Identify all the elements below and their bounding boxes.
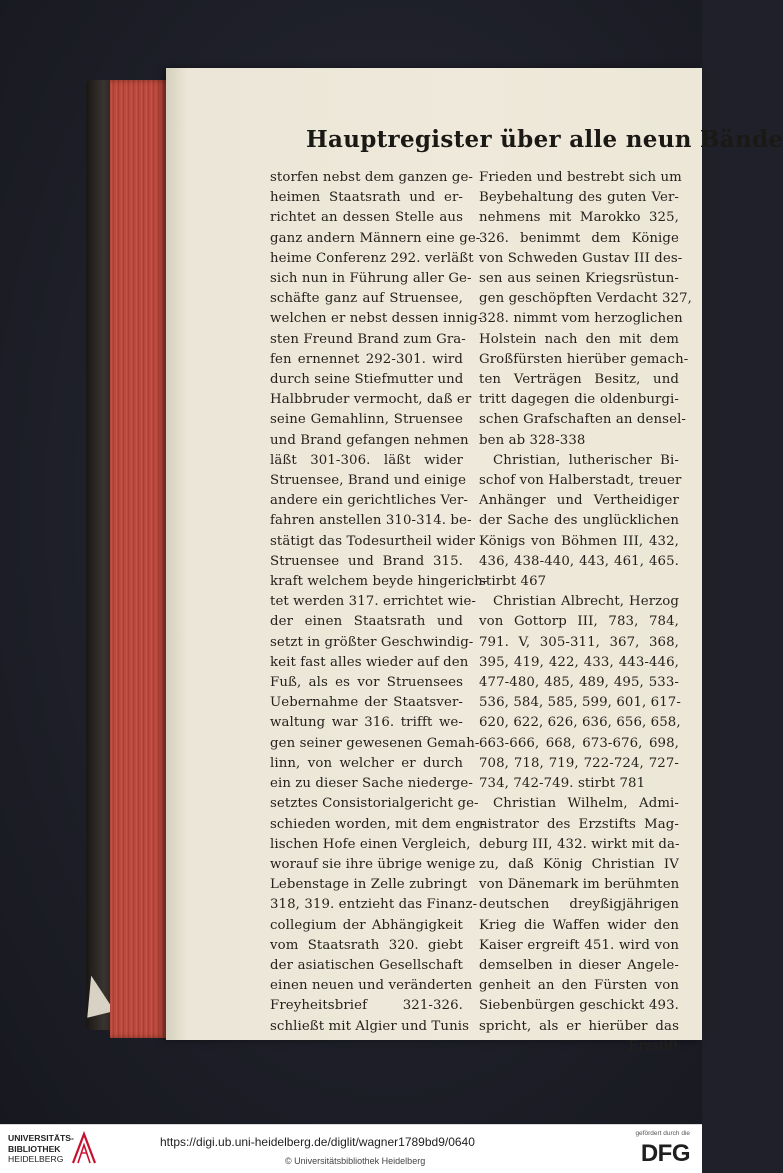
text-line: welchen er nebst dessen innig- bbox=[270, 311, 483, 327]
text-line: 663-666, 668, 673-676, 698, bbox=[479, 735, 679, 751]
text-line: Christian Wilhelm, Admi- bbox=[493, 796, 679, 812]
text-line: 328. nimmt vom herzoglichen bbox=[479, 311, 683, 327]
text-line: einen neuen und veränderten bbox=[270, 978, 473, 994]
text-line: worauf sie ihre übrige wenige bbox=[270, 856, 476, 872]
text-line: nistrator des Erzstifts Mag- bbox=[479, 816, 679, 832]
text-line: waltung war 316. trifft we- bbox=[270, 715, 463, 731]
text-line: vom Staatsrath 320. giebt bbox=[270, 937, 463, 953]
library-name-line2: BIBLIOTHEK bbox=[8, 1143, 61, 1154]
text-line: keit fast alles wieder auf den bbox=[270, 654, 469, 670]
text-line: 326. benimmt dem Könige bbox=[479, 230, 679, 246]
text-line: setztes Consistorialgericht ge- bbox=[270, 796, 479, 812]
text-line: läßt 301-306. läßt wider bbox=[270, 452, 463, 468]
text-line: Freyheitsbrief 321-326. bbox=[270, 998, 463, 1014]
text-line: Uebernahme der Staatsver- bbox=[270, 695, 463, 711]
text-line: 620, 622, 626, 636, 656, 658, bbox=[479, 715, 681, 731]
copyright-notice: © Universitätsbibliothek Heidelberg bbox=[285, 1156, 426, 1166]
text-line: seine Gemahlinn, Struensee bbox=[270, 412, 463, 428]
text-line: Holstein nach den mit dem bbox=[479, 331, 679, 347]
text-line: stätigt das Todesurtheil wider bbox=[270, 533, 476, 549]
text-line: 477-480, 485, 489, 495, 533- bbox=[479, 675, 679, 691]
text-line: der asiatischen Gesellschaft bbox=[270, 957, 463, 973]
text-line: Lebenstage in Zelle zubringt bbox=[270, 877, 468, 893]
text-line: deburg III, 432. wirkt mit da- bbox=[479, 836, 680, 852]
text-line: Frieden und bestrebt sich um bbox=[479, 170, 682, 185]
text-line: durch seine Stiefmutter und bbox=[270, 372, 464, 388]
text-line: fen ernennet 292-301. wird bbox=[270, 351, 463, 367]
text-line: sich nun in Führung aller Ge- bbox=[270, 271, 472, 287]
text-line: storfen nebst dem ganzen ge- bbox=[270, 170, 474, 185]
text-line: genheit an den Fürsten von bbox=[479, 978, 679, 994]
text-line: Kaiser ergreift 451. wird von bbox=[479, 937, 679, 953]
text-line: Christian, lutherischer Bi- bbox=[493, 452, 679, 468]
text-line: schieden worden, mit dem eng- bbox=[270, 816, 486, 832]
text-line: schof von Halberstadt, treuer bbox=[479, 473, 682, 489]
text-line: tritt dagegen die oldenburgi- bbox=[479, 392, 679, 408]
text-line: Struensee, Brand und einige bbox=[270, 473, 467, 489]
text-line: schäfte ganz auf Struensee, bbox=[270, 291, 463, 307]
text-line: Halbbruder vermocht, daß er bbox=[270, 392, 472, 408]
text-line: ben ab 328-338 bbox=[479, 432, 586, 448]
text-line: 318, 319. entzieht das Finanz- bbox=[270, 897, 478, 913]
text-line: Krieg die Waffen wider den bbox=[479, 917, 679, 933]
text-line: Christian Albrecht, Herzog bbox=[493, 594, 679, 610]
permalink-url[interactable]: https://digi.ub.uni-heidelberg.de/diglit/wagner1789bd9/0640 bbox=[160, 1135, 475, 1149]
text-line: fahren anstellen 310-314. be- bbox=[270, 513, 472, 529]
dfg-logo[interactable]: DFG bbox=[640, 1140, 690, 1167]
text-line: stirbt 467 bbox=[479, 574, 547, 590]
text-line: Fuß, als es vor Struensees bbox=[270, 675, 463, 691]
text-line: heimen Staatsrath und er- bbox=[270, 190, 463, 206]
text-line: Siebenbürgen geschickt 493. bbox=[479, 998, 679, 1014]
right-text-column bbox=[479, 168, 692, 1057]
library-mark-icon bbox=[70, 1131, 98, 1165]
text-line: Struensee und Brand 315. bbox=[270, 553, 463, 569]
text-line: heime Conferenz 292. verläßt bbox=[270, 250, 474, 266]
library-name-line1: UNIVERSITÄTS- bbox=[8, 1133, 74, 1143]
red-page-edges bbox=[110, 80, 168, 1038]
text-line: von Gottorp III, 783, 784, bbox=[479, 614, 679, 630]
running-head: Hauptregister über alle neun Bände bbox=[306, 126, 783, 153]
text-line: deutschen dreyßigjährigen bbox=[479, 897, 679, 913]
text-line: Beybehaltung des guten Ver- bbox=[479, 190, 679, 206]
left-text-column bbox=[270, 168, 488, 1037]
text-line: collegium der Abhängigkeit bbox=[270, 917, 463, 933]
text-line: schen Grafschaften an densel- bbox=[479, 412, 687, 428]
text-line: sen aus seinen Kriegsrüstun- bbox=[479, 271, 679, 287]
text-line: 791. V, 305-311, 367, 368, bbox=[479, 634, 679, 650]
text-line: 708, 718, 719, 722-724, 727- bbox=[479, 755, 679, 771]
text-line: Königs von Böhmen III, 432, bbox=[479, 533, 679, 549]
text-line: Anhänger und Vertheidiger bbox=[479, 493, 679, 509]
text-line: sten Freund Brand zum Gra- bbox=[270, 331, 466, 347]
text-line: und Brand gefangen nehmen bbox=[270, 432, 469, 448]
text-line: spricht, als er hierüber das bbox=[479, 1018, 679, 1034]
text-line: von Dänemark im berühmten bbox=[479, 877, 680, 893]
text-line: von Schweden Gustav III des- bbox=[479, 250, 683, 266]
text-line: ganz andern Männern eine ge- bbox=[270, 230, 481, 246]
text-line: gen geschöpften Verdacht 327, bbox=[479, 291, 692, 307]
text-line: demselben in dieser Angele- bbox=[479, 957, 679, 973]
text-line: schließt mit Algier und Tunis bbox=[270, 1018, 470, 1034]
text-line: kraft welchem beyde hingerich- bbox=[270, 574, 488, 590]
text-line: Großfürsten hierüber gemach- bbox=[479, 351, 689, 367]
text-line: 395, 419, 422, 433, 443-446, bbox=[479, 654, 679, 670]
text-line: 436, 438-440, 443, 461, 465. bbox=[479, 553, 679, 569]
text-line: 734, 742-749. stirbt 781 bbox=[479, 776, 646, 792]
text-line: der einen Staatsrath und bbox=[270, 614, 463, 630]
text-line: andere ein gerichtliches Ver- bbox=[270, 493, 469, 509]
text-line: gen seiner gewesenen Gemah- bbox=[270, 735, 480, 751]
viewer-footer bbox=[0, 1124, 702, 1173]
text-line: Erzstift bbox=[628, 1038, 679, 1054]
book-page bbox=[166, 68, 783, 1054]
text-line: linn, von welcher er durch bbox=[270, 755, 463, 771]
text-line: nehmens mit Marokko 325, bbox=[479, 210, 679, 226]
text-line: lischen Hofe einen Vergleich, bbox=[270, 836, 471, 852]
funding-note: gefördert durch die bbox=[635, 1130, 690, 1137]
text-line: ein zu dieser Sache niederge- bbox=[270, 776, 473, 792]
text-line: zu, daß König Christian IV bbox=[479, 856, 679, 872]
text-line: 536, 584, 585, 599, 601, 617- bbox=[479, 695, 681, 711]
text-line: richtet an dessen Stelle aus bbox=[270, 210, 463, 226]
text-line: ten Verträgen Besitz, und bbox=[479, 372, 679, 388]
text-line: setzt in größter Geschwindig- bbox=[270, 634, 474, 650]
library-name-line3: HEIDELBERG bbox=[8, 1154, 64, 1164]
text-line: der Sache des unglücklichen bbox=[479, 513, 679, 529]
text-line: tet werden 317. errichtet wie- bbox=[270, 594, 477, 610]
